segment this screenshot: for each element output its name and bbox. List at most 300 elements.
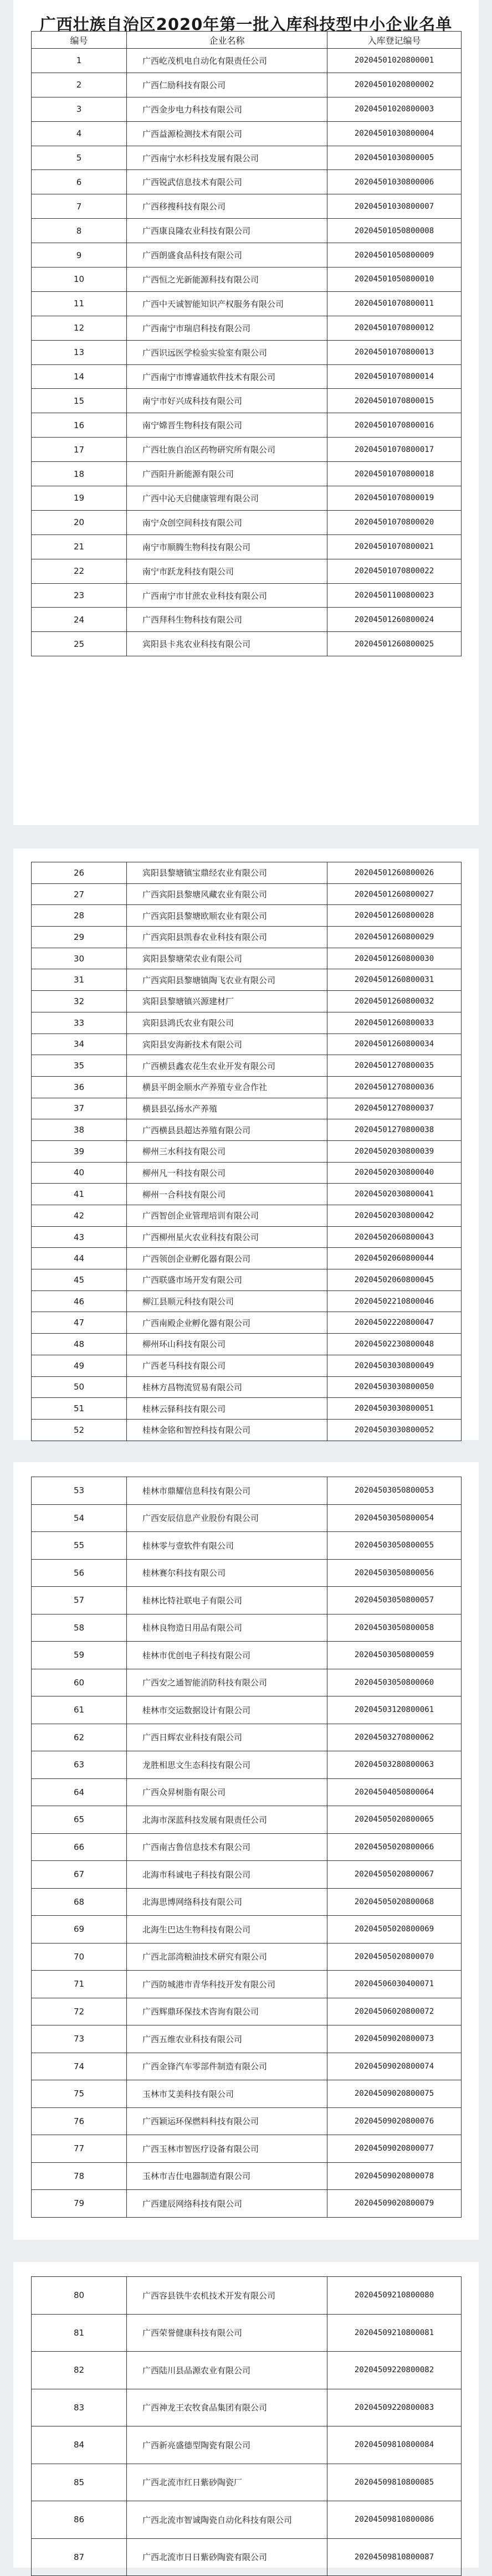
table-row [32, 1888, 462, 1916]
cell-registration-code: 20204503050800059 [327, 1642, 462, 1669]
cell-no: 62 [32, 1724, 127, 1751]
cell-no: 78 [32, 2162, 127, 2190]
cell-registration-code: 20204502030800041 [327, 1184, 462, 1205]
cell-no: 43 [32, 1226, 127, 1248]
table-row [32, 1055, 462, 1077]
cell-registration-code: 20204503050800057 [327, 1587, 462, 1615]
cell-registration-code: 20204506020800072 [327, 1998, 462, 2025]
cell-registration-code: 20204501070800017 [327, 438, 462, 462]
cell-company-name: 玉林市吉仕电器制造有限公司 [127, 2162, 327, 2190]
cell-registration-code: 20204503030800049 [327, 1355, 462, 1376]
cell-company-name: 广西容县铁牛农机技术开发有限公司 [127, 2277, 327, 2315]
cell-company-name: 广西金锋汽车零部件制造有限公司 [127, 2053, 327, 2080]
cell-no: 33 [32, 1012, 127, 1034]
cell-registration-code: 20204501050800008 [327, 219, 462, 243]
cell-registration-code: 20204502060800045 [327, 1269, 462, 1291]
table-row [32, 2538, 462, 2576]
cell-no: 69 [32, 1916, 127, 1943]
table-row [32, 2277, 462, 2315]
cell-no: 50 [32, 1376, 127, 1398]
table-row [32, 1806, 462, 1834]
cell-company-name: 柳州凡一科技有限公司 [127, 1162, 327, 1184]
cell-registration-code: 20204501260800030 [327, 948, 462, 969]
table-row [32, 632, 462, 656]
cell-company-name: 广西南宁市博睿通软件技术有限公司 [127, 364, 327, 389]
table-row [32, 1751, 462, 1779]
cell-no: 22 [32, 559, 127, 583]
cell-no: 31 [32, 969, 127, 991]
cell-company-name: 桂林比特社联电子有限公司 [127, 1587, 327, 1615]
cell-company-name: 北海市科诚电子科技有限公司 [127, 1861, 327, 1889]
cell-company-name: 桂林良物造日用品有限公司 [127, 1614, 327, 1642]
cell-registration-code: 20204502030800040 [327, 1162, 462, 1184]
cell-company-name: 宾阳县黎塘荣农业有限公司 [127, 948, 327, 969]
cell-no: 59 [32, 1642, 127, 1669]
table-row [32, 2135, 462, 2163]
cell-registration-code: 20204509020800077 [327, 2135, 462, 2163]
cell-registration-code: 20204501260800024 [327, 608, 462, 632]
table-row [32, 1076, 462, 1098]
cell-registration-code: 20204509020800073 [327, 2025, 462, 2053]
table-row [32, 510, 462, 534]
table-row [32, 1140, 462, 1162]
table-row [32, 1269, 462, 1291]
table-row [32, 1998, 462, 2025]
cell-registration-code: 20204501070800015 [327, 389, 462, 413]
cell-company-name: 广西智创企业管理培训有限公司 [127, 1205, 327, 1227]
cell-registration-code: 20204501070800011 [327, 291, 462, 316]
cell-no: 17 [32, 438, 127, 462]
cell-registration-code: 20204503050800058 [327, 1614, 462, 1642]
header-code: 入库登记编号 [327, 32, 462, 49]
cell-company-name: 广西横县鑫农花生农业开发有限公司 [127, 1055, 327, 1077]
cell-registration-code: 20204503030800051 [327, 1398, 462, 1420]
cell-no: 87 [32, 2538, 127, 2576]
cell-no: 1 [32, 49, 127, 73]
cell-no: 72 [32, 1998, 127, 2025]
cell-no: 37 [32, 1098, 127, 1119]
cell-company-name: 广西老马科技有限公司 [127, 1355, 327, 1376]
cell-registration-code: 20204502220800047 [327, 1312, 462, 1334]
cell-no: 40 [32, 1162, 127, 1184]
table-row [32, 927, 462, 948]
cell-no: 80 [32, 2277, 127, 2315]
cell-no: 63 [32, 1751, 127, 1779]
cell-registration-code: 20204503050800056 [327, 1559, 462, 1587]
cell-company-name: 广西阳升新能源有限公司 [127, 462, 327, 486]
table-row [32, 2107, 462, 2135]
table-row [32, 268, 462, 292]
cell-registration-code: 20204501270800038 [327, 1119, 462, 1141]
cell-no: 39 [32, 1140, 127, 1162]
cell-company-name: 南宁市好兴成科技有限公司 [127, 389, 327, 413]
page-title: 广西壮族自治区2020年第一批入库科技型中小企业名单 [39, 15, 453, 34]
cell-registration-code: 20204509220800082 [327, 2352, 462, 2389]
cell-registration-code: 20204501070800018 [327, 462, 462, 486]
cell-no: 57 [32, 1587, 127, 1615]
cell-company-name: 广西益源检测技术有限公司 [127, 121, 327, 146]
cell-registration-code: 20204509810800087 [327, 2538, 462, 2576]
cell-registration-code: 20204501070800019 [327, 486, 462, 511]
cell-no: 23 [32, 583, 127, 608]
table-row [32, 340, 462, 364]
cell-no: 15 [32, 389, 127, 413]
company-table-part-3 [31, 1477, 462, 2218]
table-row [32, 2162, 462, 2190]
table-row [32, 73, 462, 97]
table-row [32, 1971, 462, 1998]
cell-registration-code: 20204505020800066 [327, 1833, 462, 1861]
table-row [32, 1162, 462, 1184]
cell-company-name: 广西锐武信息技术有限公司 [127, 170, 327, 194]
cell-registration-code: 20204509810800084 [327, 2426, 462, 2464]
cell-company-name: 南宁嫦晋生物科技有限公司 [127, 413, 327, 438]
cell-no: 36 [32, 1076, 127, 1098]
cell-no: 74 [32, 2053, 127, 2080]
cell-company-name: 广西众昇树脂有限公司 [127, 1778, 327, 1806]
cell-company-name: 广西朗盛食品科技有限公司 [127, 243, 327, 268]
cell-company-name: 桂林市优创电子科技有限公司 [127, 1642, 327, 1669]
cell-registration-code: 20204509810800086 [327, 2501, 462, 2539]
cell-company-name: 广西柳州星火农业科技有限公司 [127, 1226, 327, 1248]
cell-registration-code: 20204501260800034 [327, 1034, 462, 1055]
table-row [32, 1916, 462, 1943]
cell-company-name: 宾阳县黎塘镇宝鼎经农业有限公司 [127, 862, 327, 884]
cell-no: 12 [32, 316, 127, 340]
cell-registration-code: 20204501270800035 [327, 1055, 462, 1077]
table-row [32, 1778, 462, 1806]
cell-no: 83 [32, 2389, 127, 2426]
cell-company-name: 柳州一合科技有限公司 [127, 1184, 327, 1205]
cell-company-name: 宾阳县卡兆农业科技有限公司 [127, 632, 327, 656]
cell-registration-code: 20204501260800028 [327, 905, 462, 927]
table-row [32, 1861, 462, 1889]
table-row [32, 1642, 462, 1669]
cell-no: 76 [32, 2107, 127, 2135]
cell-no: 58 [32, 1614, 127, 1642]
cell-company-name: 广西颖运环保燃料科技有限公司 [127, 2107, 327, 2135]
cell-company-name: 广西安辰信息产业股份有限公司 [127, 1504, 327, 1532]
cell-company-name: 横县平朗金顺水产养殖专业合作社 [127, 1076, 327, 1098]
cell-company-name: 广西安之通智能消防科技有限公司 [127, 1669, 327, 1696]
cell-registration-code: 20204501050800010 [327, 268, 462, 292]
cell-company-name: 柳州三水科技有限公司 [127, 1140, 327, 1162]
document-page-2 [13, 849, 479, 1440]
table-row [32, 389, 462, 413]
cell-registration-code: 20204503270800062 [327, 1724, 462, 1751]
cell-company-name: 广西屹茂机电自动化有限责任公司 [127, 49, 327, 73]
cell-registration-code: 20204501270800036 [327, 1076, 462, 1098]
table-row [32, 1587, 462, 1615]
table-row [32, 316, 462, 340]
table-row [32, 862, 462, 884]
cell-registration-code: 20204502230800048 [327, 1334, 462, 1355]
cell-company-name: 广西宾阳县黎塘风藏农业有限公司 [127, 883, 327, 905]
company-table-part-4 [31, 2276, 462, 2576]
cell-registration-code: 20204502210800046 [327, 1290, 462, 1312]
table-row [32, 219, 462, 243]
cell-no: 19 [32, 486, 127, 511]
cell-no: 30 [32, 948, 127, 969]
cell-registration-code: 20204509020800079 [327, 2190, 462, 2218]
table-row [32, 948, 462, 969]
cell-no: 81 [32, 2314, 127, 2352]
cell-no: 84 [32, 2426, 127, 2464]
cell-no: 77 [32, 2135, 127, 2163]
cell-no: 45 [32, 1269, 127, 1291]
cell-no: 16 [32, 413, 127, 438]
cell-company-name: 广西宾阳县黎塘镇陶飞农业有限公司 [127, 969, 327, 991]
table-row [32, 2190, 462, 2218]
table-row [32, 2080, 462, 2108]
table-row [32, 97, 462, 121]
table-row [32, 146, 462, 170]
cell-no: 4 [32, 121, 127, 146]
table-row [32, 1334, 462, 1355]
table-row [32, 883, 462, 905]
table-row [32, 1226, 462, 1248]
cell-company-name: 宾阳县安海新技术有限公司 [127, 1034, 327, 1055]
cell-registration-code: 20204501260800033 [327, 1012, 462, 1034]
cell-no: 65 [32, 1806, 127, 1834]
table-row [32, 1098, 462, 1119]
cell-no: 26 [32, 862, 127, 884]
cell-registration-code: 20204501260800029 [327, 927, 462, 948]
table-row [32, 1119, 462, 1141]
cell-registration-code: 20204509020800074 [327, 2053, 462, 2080]
cell-no: 3 [32, 97, 127, 121]
cell-registration-code: 20204501030800007 [327, 194, 462, 219]
cell-registration-code: 20204504050800064 [327, 1778, 462, 1806]
cell-no: 32 [32, 991, 127, 1012]
table-row [32, 1614, 462, 1642]
cell-company-name: 广西拜科生物科技有限公司 [127, 608, 327, 632]
cell-company-name: 龙胜相思文生态科技有限公司 [127, 1751, 327, 1779]
header-no: 编号 [32, 32, 127, 49]
cell-company-name: 广西南古鲁信息技术有限公司 [127, 1833, 327, 1861]
cell-company-name: 桂林方昌物流贸易有限公司 [127, 1376, 327, 1398]
cell-company-name: 广西金步电力科技有限公司 [127, 97, 327, 121]
table-row [32, 969, 462, 991]
cell-company-name: 广西南殿企业孵化器有限公司 [127, 1312, 327, 1334]
cell-no: 25 [32, 632, 127, 656]
cell-no: 56 [32, 1559, 127, 1587]
document-page-3 [13, 1462, 479, 2240]
cell-registration-code: 20204509810800085 [327, 2464, 462, 2501]
table-row [32, 1943, 462, 1971]
cell-no: 86 [32, 2501, 127, 2539]
cell-registration-code: 20204502060800044 [327, 1248, 462, 1269]
table-row [32, 1724, 462, 1751]
cell-no: 24 [32, 608, 127, 632]
cell-no: 38 [32, 1119, 127, 1141]
cell-company-name: 广西辉鼎环保技术咨询有限公司 [127, 1998, 327, 2025]
table-row [32, 413, 462, 438]
cell-company-name: 桂林金铭和智控科技有限公司 [127, 1419, 327, 1441]
cell-registration-code: 20204505020800068 [327, 1888, 462, 1916]
cell-registration-code: 20204506030400071 [327, 1971, 462, 1998]
cell-no: 35 [32, 1055, 127, 1077]
cell-registration-code: 20204503050800055 [327, 1532, 462, 1560]
table-row [32, 1376, 462, 1398]
cell-no: 21 [32, 534, 127, 559]
table-row [32, 1312, 462, 1334]
cell-registration-code: 20204503030800052 [327, 1419, 462, 1441]
cell-company-name: 宾阳县黎塘镇兴源建材厂 [127, 991, 327, 1012]
cell-company-name: 广西宾阳县黎塘欧顺农业有限公司 [127, 905, 327, 927]
cell-no: 70 [32, 1943, 127, 1971]
cell-company-name: 广西建辰网络科技有限公司 [127, 2190, 327, 2218]
table-row [32, 486, 462, 511]
cell-company-name: 桂林赛尔科技有限公司 [127, 1559, 327, 1587]
cell-no: 9 [32, 243, 127, 268]
table-row [32, 194, 462, 219]
cell-registration-code: 20204502030800042 [327, 1205, 462, 1227]
cell-registration-code: 20204501070800016 [327, 413, 462, 438]
cell-no: 68 [32, 1888, 127, 1916]
cell-no: 55 [32, 1532, 127, 1560]
cell-company-name: 广西荣誉健康科技有限公司 [127, 2314, 327, 2352]
cell-registration-code: 20204501260800032 [327, 991, 462, 1012]
cell-no: 28 [32, 905, 127, 927]
cell-no: 47 [32, 1312, 127, 1334]
cell-registration-code: 20204503280800063 [327, 1751, 462, 1779]
table-row [32, 2426, 462, 2464]
cell-no: 64 [32, 1778, 127, 1806]
cell-registration-code: 20204505020800070 [327, 1943, 462, 1971]
table-row [32, 608, 462, 632]
cell-registration-code: 20204509020800078 [327, 2162, 462, 2190]
cell-no: 79 [32, 2190, 127, 2218]
table-row [32, 364, 462, 389]
cell-registration-code: 20204509020800076 [327, 2107, 462, 2135]
cell-company-name: 广西北流市智诚陶瓷自动化科技有限公司 [127, 2501, 327, 2539]
cell-company-name: 玉林市艾美科技有限公司 [127, 2080, 327, 2108]
cell-no: 48 [32, 1334, 127, 1355]
cell-registration-code: 20204503050800054 [327, 1504, 462, 1532]
cell-company-name: 广西中天诚智能知识产权服务有限公司 [127, 291, 327, 316]
cell-company-name: 北海生巴达生物科技有限公司 [127, 1916, 327, 1943]
cell-no: 60 [32, 1669, 127, 1696]
cell-company-name: 广西横县县超达养殖有限公司 [127, 1119, 327, 1141]
cell-no: 85 [32, 2464, 127, 2501]
cell-no: 51 [32, 1398, 127, 1420]
cell-registration-code: 20204501070800021 [327, 534, 462, 559]
cell-registration-code: 20204501030800004 [327, 121, 462, 146]
cell-registration-code: 20204501030800005 [327, 146, 462, 170]
cell-company-name: 北海市深蓝科技发展有限责任公司 [127, 1806, 327, 1834]
cell-company-name: 广西南宁水杉科技发展有限公司 [127, 146, 327, 170]
table-row [32, 2314, 462, 2352]
cell-registration-code: 20204501100800023 [327, 583, 462, 608]
table-row [32, 291, 462, 316]
cell-registration-code: 20204503050800060 [327, 1669, 462, 1696]
table-row [32, 462, 462, 486]
cell-registration-code: 20204502030800039 [327, 1140, 462, 1162]
table-row [32, 1355, 462, 1376]
cell-registration-code: 20204501070800013 [327, 340, 462, 364]
cell-no: 11 [32, 291, 127, 316]
cell-company-name: 广西北部湾粮油技术研究有限公司 [127, 1943, 327, 1971]
cell-registration-code: 20204501260800025 [327, 632, 462, 656]
cell-no: 44 [32, 1248, 127, 1269]
cell-no: 61 [32, 1696, 127, 1724]
cell-company-name: 广西陆川县品源农业有限公司 [127, 2352, 327, 2389]
table-row [32, 1398, 462, 1420]
cell-no: 41 [32, 1184, 127, 1205]
cell-no: 75 [32, 2080, 127, 2108]
cell-company-name: 广西联盛市场开发有限公司 [127, 1269, 327, 1291]
cell-registration-code: 20204505020800069 [327, 1916, 462, 1943]
cell-registration-code: 20204501030800006 [327, 170, 462, 194]
table-row [32, 1669, 462, 1696]
cell-company-name: 北海思博网络科技有限公司 [127, 1888, 327, 1916]
cell-registration-code: 20204501070800020 [327, 510, 462, 534]
cell-no: 7 [32, 194, 127, 219]
table-row [32, 534, 462, 559]
cell-no: 34 [32, 1034, 127, 1055]
table-row [32, 2025, 462, 2053]
table-row [32, 2464, 462, 2501]
table-row [32, 121, 462, 146]
cell-no: 2 [32, 73, 127, 97]
table-row [32, 1477, 462, 1505]
cell-no: 14 [32, 364, 127, 389]
cell-company-name: 广西壮族自治区药物研究所有限公司 [127, 438, 327, 462]
cell-company-name: 广西北流市日日紫砂陶瓷有限公司 [127, 2538, 327, 2576]
cell-no: 13 [32, 340, 127, 364]
cell-registration-code: 20204501020800003 [327, 97, 462, 121]
cell-company-name: 广西宾阳县凯春农业科技有限公司 [127, 927, 327, 948]
document-page-4 [13, 2262, 479, 2568]
cell-company-name: 桂林云驿科技有限公司 [127, 1398, 327, 1420]
cell-company-name: 宾阳县鸿氏农业有限公司 [127, 1012, 327, 1034]
table-row [32, 991, 462, 1012]
cell-registration-code: 20204509220800083 [327, 2389, 462, 2426]
cell-company-name: 南宁市顺腾生物科技有限公司 [127, 534, 327, 559]
cell-company-name: 广西玉林市智医疗设备有限公司 [127, 2135, 327, 2163]
table-row [32, 2053, 462, 2080]
cell-registration-code: 20204509210800081 [327, 2314, 462, 2352]
cell-company-name: 广西神龙王农牧食品集团有限公司 [127, 2389, 327, 2426]
table-row [32, 583, 462, 608]
cell-company-name: 柳江县顺元科技有限公司 [127, 1290, 327, 1312]
cell-no: 82 [32, 2352, 127, 2389]
cell-company-name: 广西新亮盛德型陶瓷有限公司 [127, 2426, 327, 2464]
cell-company-name: 广西五维农业科技有限公司 [127, 2025, 327, 2053]
table-row [32, 1833, 462, 1861]
table-row [32, 1504, 462, 1532]
table-row [32, 1184, 462, 1205]
table-row [32, 1696, 462, 1724]
cell-company-name: 广西南宁市瑞启科技有限公司 [127, 316, 327, 340]
table-row [32, 1559, 462, 1587]
cell-company-name: 广西康良隆农业科技有限公司 [127, 219, 327, 243]
table-row [32, 243, 462, 268]
cell-company-name: 广西恒之光新能源科技有限公司 [127, 268, 327, 292]
table-row [32, 1532, 462, 1560]
cell-registration-code: 20204501260800031 [327, 969, 462, 991]
cell-no: 53 [32, 1477, 127, 1505]
cell-company-name: 横县县弘扬水产养殖 [127, 1098, 327, 1119]
cell-no: 52 [32, 1419, 127, 1441]
cell-company-name: 南宁众创空间科技有限公司 [127, 510, 327, 534]
company-table-part-2 [31, 862, 462, 1441]
cell-registration-code: 20204503120800061 [327, 1696, 462, 1724]
cell-no: 10 [32, 268, 127, 292]
cell-registration-code: 20204505020800067 [327, 1861, 462, 1889]
cell-company-name: 桂林市交运数据设计有限公司 [127, 1696, 327, 1724]
